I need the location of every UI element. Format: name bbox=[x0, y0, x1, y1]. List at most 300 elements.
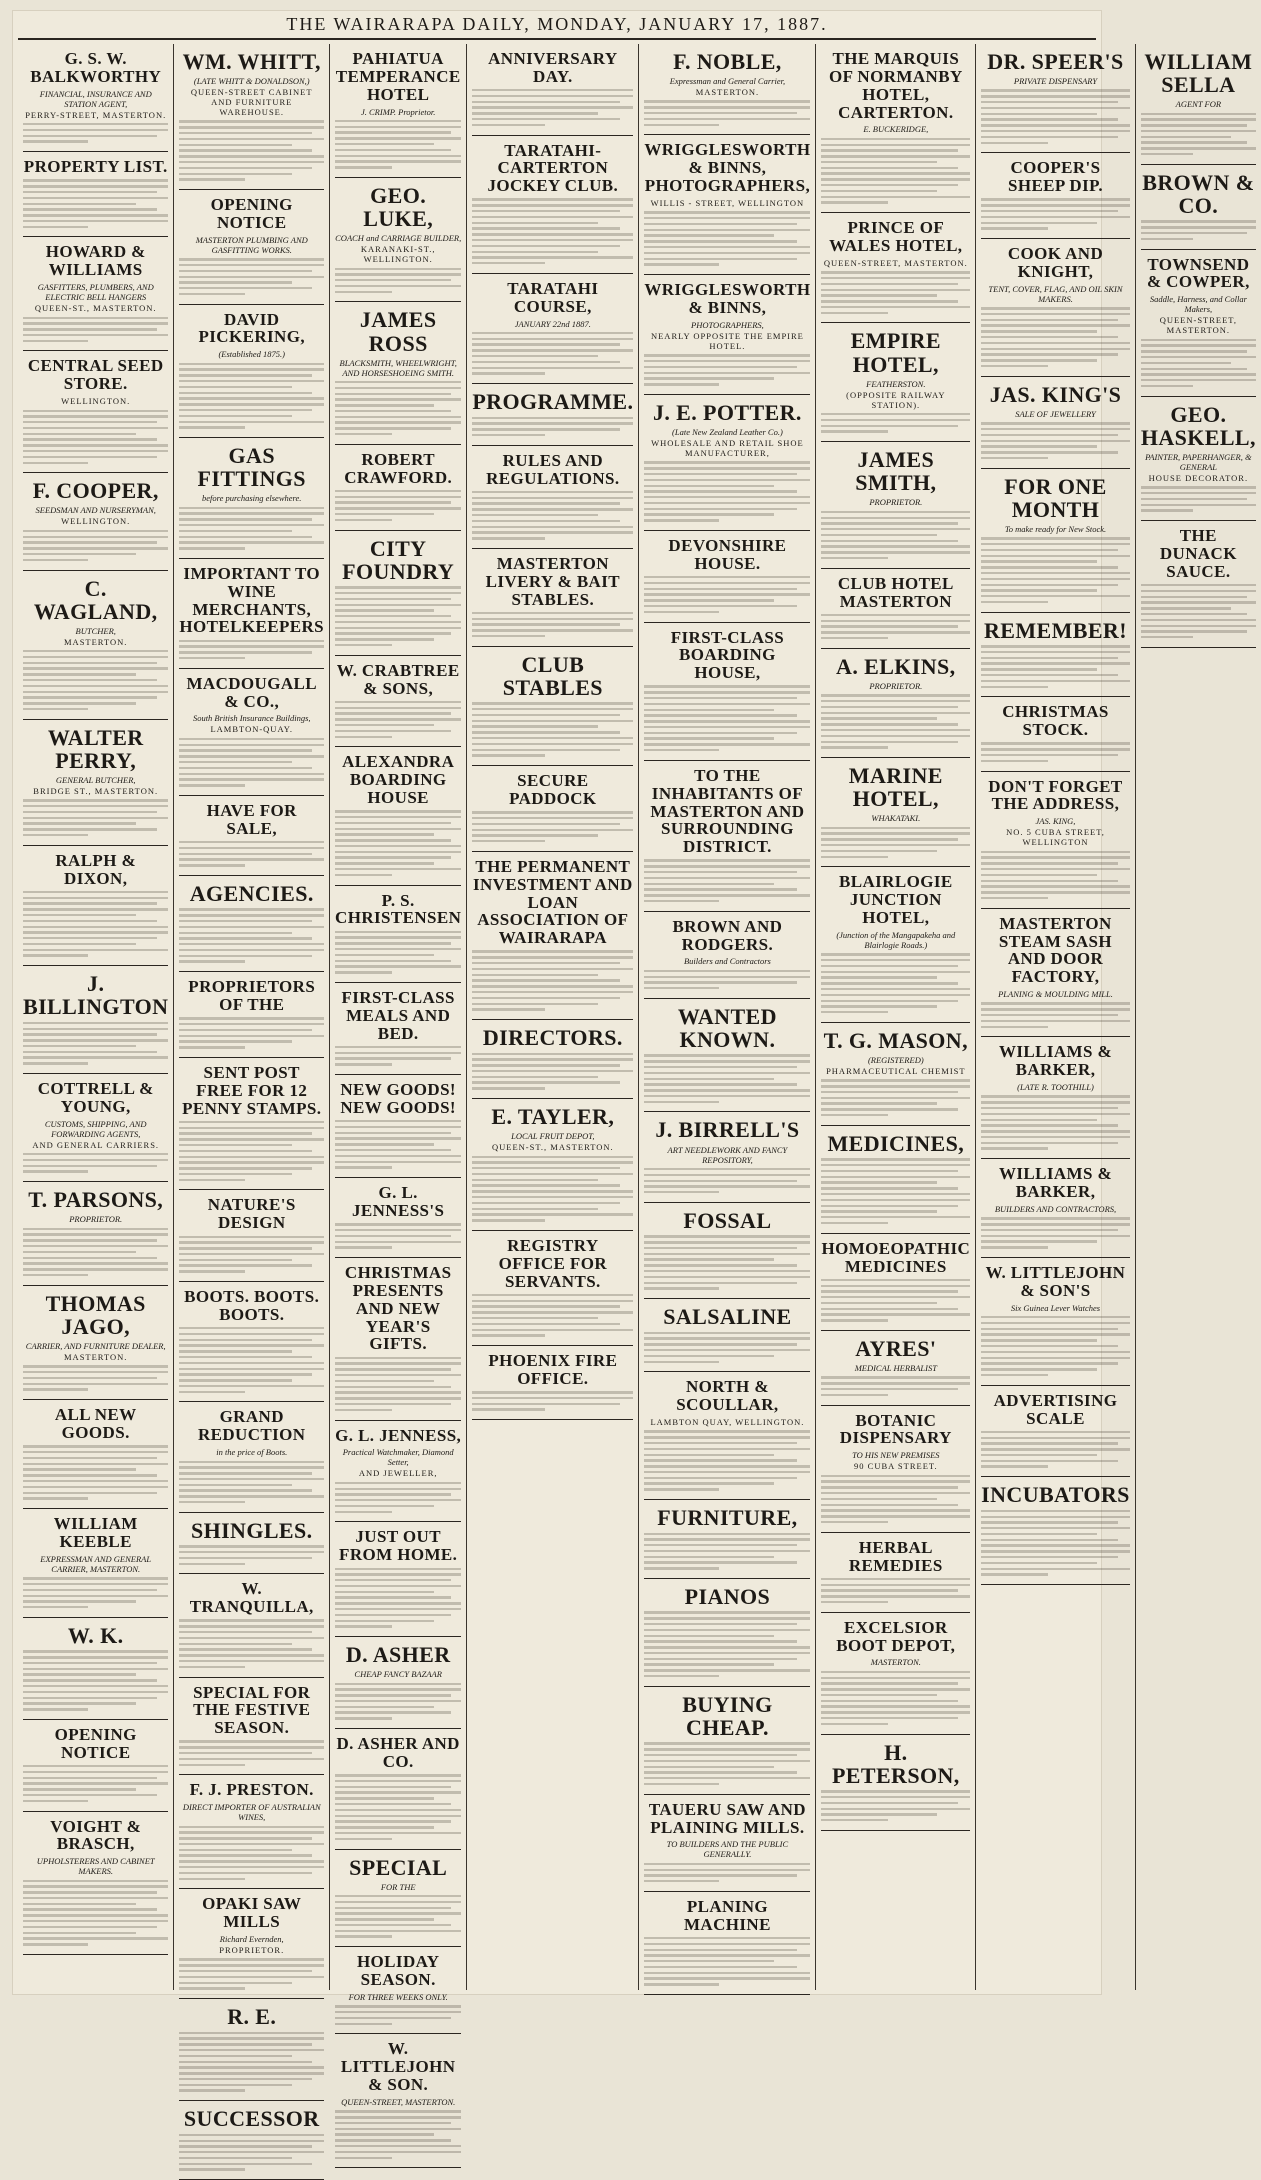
ad-title: THE DUNACK SAUCE. bbox=[1159, 526, 1237, 581]
column-7 bbox=[976, 44, 1136, 1990]
ad-title: TOWNSEND & COWPER, bbox=[1146, 254, 1250, 292]
ad-location: QUEEN-STREET CABINET AND FURNITURE WAREHOUSE. bbox=[190, 87, 313, 118]
ad-body-text bbox=[23, 1765, 168, 1802]
ad-body-text bbox=[335, 381, 461, 435]
ad-title: OPENING NOTICE bbox=[210, 195, 293, 232]
ad-body-text bbox=[644, 576, 810, 613]
ad-title: MEDICINES, bbox=[827, 1130, 965, 1156]
advertisement bbox=[335, 886, 461, 983]
column-6 bbox=[816, 44, 976, 1990]
advertisement bbox=[179, 669, 324, 796]
advertisement bbox=[335, 747, 461, 885]
advertisement bbox=[23, 966, 168, 1074]
ad-title: R. E. bbox=[227, 2004, 277, 2030]
advertisement bbox=[23, 1812, 168, 1955]
ad-title: W. LITTLEJOHN & SON. bbox=[340, 2039, 456, 2095]
ad-body-text bbox=[821, 138, 970, 204]
advertisement bbox=[821, 323, 970, 442]
ad-body-text bbox=[644, 859, 810, 902]
ad-title: BROWN & CO. bbox=[1142, 169, 1255, 218]
ad-title: J. E. POTTER. bbox=[652, 399, 802, 425]
ad-title: WRIGGLESWORTH & BINNS, PHOTOGRAPHERS, bbox=[644, 140, 811, 196]
ad-subtitle: PLANING & MOULDING MILL. bbox=[998, 989, 1113, 1000]
ad-title: CLUB HOTEL MASTERTON bbox=[837, 573, 954, 611]
ad-body-text bbox=[821, 413, 970, 433]
ad-body-text bbox=[472, 1391, 633, 1411]
ad-subtitle: DIRECT IMPORTER OF AUSTRALIAN WINES, bbox=[182, 1802, 321, 1823]
advertisement bbox=[472, 766, 633, 852]
ad-title: G. L. JENNESS, bbox=[335, 1425, 462, 1445]
ad-body-text bbox=[821, 1158, 970, 1224]
ad-body-text bbox=[179, 1826, 324, 1880]
ad-body-text bbox=[179, 1619, 324, 1668]
ad-title: D. ASHER AND CO. bbox=[336, 1734, 460, 1771]
ad-title: PIANOS bbox=[684, 1583, 771, 1609]
advertisement bbox=[821, 569, 970, 649]
advertisement bbox=[644, 1112, 810, 1202]
ad-subtitle: FOR THREE WEEKS ONLY. bbox=[348, 1991, 448, 2002]
ad-body-text bbox=[644, 211, 810, 265]
ad-subtitle: FOR THE bbox=[380, 1881, 416, 1892]
ad-body-text bbox=[644, 100, 810, 126]
ad-title: PROGRAMME. bbox=[472, 389, 634, 415]
ad-body-text bbox=[644, 1332, 810, 1363]
ad-title: E. TAYLER, bbox=[491, 1104, 615, 1130]
advertisement bbox=[644, 44, 810, 135]
ad-subtitle: MEDICAL HERBALIST bbox=[854, 1363, 937, 1374]
ad-subtitle: QUEEN-STREET, MASTERTON. bbox=[341, 2096, 456, 2107]
advertisement bbox=[981, 1477, 1130, 1585]
advertisement bbox=[179, 796, 324, 876]
ad-subtitle: (REGISTERED) bbox=[867, 1054, 924, 1065]
ad-location: KARANAKI-ST., WELLINGTON. bbox=[360, 244, 436, 265]
ad-body-text bbox=[179, 640, 324, 660]
ad-body-text bbox=[644, 1430, 810, 1490]
ad-subtitle: Expressman and General Carrier, bbox=[669, 76, 786, 87]
advertisement bbox=[1141, 521, 1256, 648]
ad-title: GRAND REDUCTION bbox=[197, 1407, 306, 1445]
ad-body-text bbox=[644, 461, 810, 521]
advertisement bbox=[821, 44, 970, 213]
ad-subtitle: CARRIER, AND FURNITURE DEALER, bbox=[25, 1340, 166, 1351]
advertisement bbox=[821, 1406, 970, 1533]
ad-body-text bbox=[644, 354, 810, 385]
ad-subtitle: TO BUILDERS AND THE PUBLIC GENERALLY. bbox=[666, 1839, 789, 1860]
advertisement bbox=[981, 909, 1130, 1038]
advertisement bbox=[23, 846, 168, 966]
ad-body-text bbox=[335, 1357, 461, 1411]
ad-body-text bbox=[23, 891, 168, 957]
ad-title: ALL NEW GOODS. bbox=[54, 1405, 137, 1443]
ad-title: C. WAGLAND, bbox=[33, 575, 158, 624]
advertisement bbox=[179, 190, 324, 305]
ad-title: ROBERT CRAWFORD. bbox=[344, 449, 453, 487]
ad-body-text bbox=[472, 950, 633, 1010]
ad-subtitle: TENT, COVER, FLAG, AND OIL SKIN MAKERS. bbox=[988, 283, 1123, 304]
advertisement bbox=[821, 1613, 970, 1735]
advertisement bbox=[472, 1231, 633, 1346]
ad-body-text bbox=[23, 799, 168, 836]
ad-title: MASTERTON STEAM SASH AND DOOR FACTORY, bbox=[998, 913, 1113, 987]
ad-title: PRINCE OF WALES HOTEL, bbox=[829, 218, 963, 255]
ad-body-text bbox=[23, 1577, 168, 1608]
ad-subtitle: PHOTOGRAPHERS, bbox=[691, 319, 764, 330]
ad-body-text bbox=[1141, 486, 1256, 512]
ad-location: LAMBTON QUAY, WELLINGTON. bbox=[650, 1417, 805, 1428]
ad-title: MACDOUGALL & CO., bbox=[186, 673, 318, 711]
ad-title: DR. SPEER'S bbox=[987, 49, 1124, 74]
advertisement bbox=[981, 697, 1130, 771]
ad-subtitle: SALE OF JEWELLERY bbox=[1015, 408, 1096, 419]
advertisement bbox=[644, 531, 810, 623]
ad-title: ANNIVERSARY DAY. bbox=[488, 49, 618, 86]
ad-title: THE PERMANENT INVESTMENT AND LOAN ASSOCIATION OF WAIRARAPA bbox=[472, 856, 633, 948]
ad-body-text bbox=[179, 1545, 324, 1565]
advertisement bbox=[23, 1182, 168, 1286]
ad-title: DIRECTORS. bbox=[482, 1025, 623, 1051]
ad-subtitle: COACH and CARRIAGE BUILDER, bbox=[335, 233, 462, 244]
ad-subtitle: EXPRESSMAN AND GENERAL CARRIER, MASTERTON. bbox=[40, 1553, 152, 1574]
advertisement bbox=[23, 1509, 168, 1618]
ad-location: HOUSE DECORATOR. bbox=[1148, 472, 1249, 483]
ad-body-text bbox=[821, 953, 970, 1013]
ad-body-text bbox=[472, 198, 633, 264]
ad-body-text bbox=[1141, 339, 1256, 388]
advertisement bbox=[821, 213, 970, 323]
ad-subtitle: MASTERTON PLUMBING AND GASFITTING WORKS. bbox=[195, 234, 308, 255]
ad-body-text bbox=[644, 970, 810, 990]
ad-location: NEARLY OPPOSITE THE EMPIRE HOTEL. bbox=[650, 330, 804, 351]
ad-title: PAHIATUA TEMPERANCE HOTEL bbox=[335, 49, 461, 104]
ad-title: CLUB STABLES bbox=[502, 651, 603, 700]
advertisement bbox=[335, 983, 461, 1075]
ad-title: J. BILLINGTON bbox=[23, 971, 169, 1020]
ad-body-text bbox=[472, 417, 633, 437]
ad-body-text bbox=[981, 537, 1130, 603]
ad-body-text bbox=[23, 1650, 168, 1710]
advertisement bbox=[179, 1058, 324, 1191]
ad-title: WILLIAMS & BARKER, bbox=[998, 1164, 1113, 1202]
ad-subtitle: TO HIS NEW PREMISES bbox=[852, 1450, 940, 1461]
advertisement bbox=[179, 1999, 324, 2101]
ad-title: T. PARSONS, bbox=[28, 1187, 164, 1213]
ad-title: SUCCESSOR bbox=[183, 2106, 320, 2132]
ad-title: WILLIAM KEEBLE bbox=[53, 1514, 138, 1551]
advertisement bbox=[821, 867, 970, 1023]
advertisement bbox=[821, 758, 970, 867]
advertisement bbox=[644, 1579, 810, 1687]
ad-body-text bbox=[335, 701, 461, 738]
ad-title: BROWN AND RODGERS. bbox=[672, 916, 783, 954]
ad-title: DAVID PICKERING, bbox=[198, 309, 305, 347]
ad-body-text bbox=[821, 1279, 970, 1322]
ad-title: WRIGGLESWORTH & BINNS, bbox=[644, 280, 811, 317]
ad-title: NORTH & SCOULLAR, bbox=[676, 1377, 779, 1415]
ad-title: PROPERTY LIST. bbox=[23, 157, 168, 177]
ad-body-text bbox=[472, 702, 633, 756]
advertisement bbox=[821, 649, 970, 758]
column-1 bbox=[18, 44, 174, 1990]
ad-title: HERBAL REMEDIES bbox=[848, 1537, 943, 1575]
ad-body-text bbox=[179, 2134, 324, 2171]
ad-subtitle: FEATHERSTON. bbox=[866, 378, 926, 389]
ad-title: FIRST-CLASS MEALS AND BED. bbox=[341, 987, 455, 1043]
ad-title: INCUBATORS bbox=[981, 1482, 1130, 1508]
ad-title: P. S. CHRISTENSEN bbox=[335, 890, 462, 928]
advertisement bbox=[335, 1729, 461, 1849]
ad-title: SPECIAL FOR THE FESTIVE SEASON. bbox=[193, 1682, 311, 1738]
advertisement bbox=[23, 44, 168, 152]
ad-title: ADVERTISING SCALE bbox=[993, 1390, 1118, 1428]
ad-body-text bbox=[821, 511, 970, 560]
advertisement bbox=[335, 1947, 461, 2034]
advertisement bbox=[644, 623, 810, 761]
advertisement bbox=[821, 1126, 970, 1234]
ad-subtitle: Six Guinea Lever Watches bbox=[1010, 1302, 1101, 1313]
column-5 bbox=[639, 44, 816, 1990]
advertisement bbox=[23, 1618, 168, 1720]
ad-title: FOR ONE MONTH bbox=[1004, 473, 1107, 522]
advertisement bbox=[179, 305, 324, 438]
ad-body-text bbox=[981, 1431, 1130, 1468]
ad-title: J. BIRRELL'S bbox=[655, 1117, 800, 1143]
advertisement bbox=[981, 613, 1130, 698]
ad-body-text bbox=[644, 1054, 810, 1103]
advertisement bbox=[644, 1795, 810, 1892]
ad-title: AGENCIES. bbox=[189, 880, 314, 906]
ad-title: MARINE HOTEL, bbox=[848, 763, 943, 812]
ad-title: COTTRELL & YOUNG, bbox=[37, 1079, 154, 1116]
ad-title: SALSALINE bbox=[663, 1304, 792, 1330]
ad-body-text bbox=[335, 1683, 461, 1720]
ad-title: THOMAS JAGO, bbox=[45, 1290, 146, 1339]
ad-title: IMPORTANT TO WINE MERCHANTS, HOTELKEEPERS bbox=[179, 563, 325, 637]
advertisement bbox=[981, 772, 1130, 909]
ad-location: PERRY-STREET, MASTERTON. bbox=[25, 109, 167, 120]
advertisement bbox=[981, 469, 1130, 613]
advertisement bbox=[23, 1074, 168, 1182]
ad-title: EMPIRE HOTEL, bbox=[850, 328, 942, 377]
ad-title: MASTERTON LIVERY & BAIT STABLES. bbox=[485, 553, 620, 609]
advertisement bbox=[335, 1258, 461, 1420]
ad-body-text bbox=[179, 1958, 324, 1989]
ad-title: DON'T FORGET THE ADDRESS, bbox=[988, 776, 1123, 814]
ad-title: EXCELSIOR BOOT DEPOT, bbox=[836, 1617, 956, 1655]
ad-body-text bbox=[644, 1235, 810, 1289]
ad-title: FIRST-CLASS BOARDING HOUSE, bbox=[670, 627, 785, 683]
ad-title: NEW GOODS! NEW GOODS! bbox=[340, 1079, 456, 1117]
ad-subtitle: BUTCHER, bbox=[75, 625, 116, 636]
ad-subtitle: GASFITTERS, PLUMBERS, AND ELECTRIC BELL HANGERS bbox=[37, 282, 154, 303]
ad-body-text bbox=[981, 1510, 1130, 1576]
ad-body-text bbox=[335, 931, 461, 974]
ad-subtitle: PAINTER, PAPERHANGER, & GENERAL bbox=[1145, 451, 1252, 472]
ad-body-text bbox=[472, 612, 633, 638]
advertisement bbox=[179, 559, 324, 669]
advertisement bbox=[981, 377, 1130, 469]
ad-subtitle: before purchasing elsewhere. bbox=[202, 493, 302, 504]
ad-location: MASTERTON. bbox=[64, 1351, 128, 1362]
advertisement bbox=[472, 136, 633, 274]
advertisement bbox=[472, 1346, 633, 1420]
advertisement bbox=[179, 972, 324, 1058]
ad-subtitle: (Late New Zealand Leather Co.) bbox=[672, 426, 783, 437]
ad-body-text bbox=[335, 1482, 461, 1513]
ad-title: T. G. MASON, bbox=[823, 1027, 968, 1053]
ad-location: NO. 5 CUBA STREET, WELLINGTON bbox=[1006, 827, 1105, 848]
ad-body-text bbox=[335, 1568, 461, 1628]
advertisement bbox=[335, 1522, 461, 1637]
column-3 bbox=[330, 44, 467, 2107]
advertisement bbox=[472, 274, 633, 384]
advertisement bbox=[23, 237, 168, 351]
ad-body-text bbox=[1141, 113, 1256, 156]
advertisement bbox=[335, 1421, 461, 1523]
ad-body-text bbox=[335, 810, 461, 876]
advertisement bbox=[821, 1234, 970, 1331]
ad-title: D. ASHER bbox=[345, 1642, 451, 1668]
ad-subtitle: (Established 1875.) bbox=[218, 349, 286, 360]
advertisement bbox=[472, 446, 633, 549]
ad-title: HOWARD & WILLIAMS bbox=[45, 242, 146, 280]
ad-title: TO THE INHABITANTS OF MASTERTON AND SURROUNDING DISTRICT. bbox=[650, 765, 805, 857]
ad-body-text bbox=[981, 1316, 1130, 1376]
advertisement bbox=[981, 239, 1130, 377]
ad-body-text bbox=[981, 645, 1130, 688]
ad-body-text bbox=[981, 198, 1130, 229]
advertisement bbox=[821, 1533, 970, 1613]
ad-location: QUEEN-ST., MASTERTON. bbox=[491, 1142, 614, 1153]
ad-title: F. COOPER, bbox=[32, 478, 159, 504]
ad-title: RULES AND REGULATIONS. bbox=[486, 450, 620, 488]
ad-body-text bbox=[335, 1046, 461, 1066]
ad-body-text bbox=[644, 1533, 810, 1570]
ad-location: QUEEN-STREET, MASTERTON. bbox=[823, 257, 968, 268]
ad-location: AND GENERAL CARRIERS. bbox=[32, 1139, 160, 1150]
ad-body-text bbox=[179, 738, 324, 787]
ad-body-text bbox=[179, 1236, 324, 1273]
advertisement bbox=[821, 1735, 970, 1831]
advertisement bbox=[644, 395, 810, 531]
advertisement bbox=[981, 1386, 1130, 1478]
ad-title: SENT POST FREE FOR 12 PENNY STAMPS. bbox=[182, 1062, 322, 1118]
ad-body-text bbox=[335, 586, 461, 646]
ad-body-text bbox=[644, 1937, 810, 1986]
ad-body-text bbox=[23, 1445, 168, 1499]
ad-subtitle: JANUARY 22nd 1887. bbox=[514, 318, 591, 329]
ad-body-text bbox=[335, 1895, 461, 1938]
ad-body-text bbox=[472, 811, 633, 842]
ad-body-text bbox=[472, 332, 633, 375]
ad-title: CITY FOUNDRY bbox=[342, 535, 455, 584]
ad-title: FOSSAL bbox=[683, 1207, 772, 1233]
ad-body-text bbox=[23, 1153, 168, 1173]
ad-title: REGISTRY OFFICE FOR SERVANTS. bbox=[498, 1235, 607, 1291]
ad-location: PHARMACEUTICAL CHEMIST bbox=[826, 1065, 966, 1076]
ad-title: RALPH & DIXON, bbox=[55, 850, 137, 888]
advertisement bbox=[335, 178, 461, 302]
ad-body-text bbox=[821, 1671, 970, 1725]
column-2 bbox=[174, 44, 330, 2132]
ad-subtitle: AGENT FOR bbox=[1175, 99, 1222, 110]
ad-body-text bbox=[821, 271, 970, 314]
ad-subtitle: Saddle, Harness, and Collar Makers, bbox=[1149, 294, 1247, 315]
ad-subtitle: CUSTOMS, SHIPPING, AND FORWARDING AGENTS, bbox=[44, 1118, 147, 1139]
ad-body-text bbox=[472, 1294, 633, 1337]
advertisement bbox=[23, 571, 168, 720]
ad-location: AND JEWELLER, bbox=[358, 1468, 438, 1479]
ad-body-text bbox=[821, 1475, 970, 1524]
ad-title: HOLIDAY SEASON. bbox=[356, 1952, 440, 1990]
advertisement bbox=[644, 1203, 810, 1299]
ad-title: BOTANIC DISPENSARY bbox=[839, 1410, 952, 1448]
ad-body-text bbox=[472, 1156, 633, 1222]
advertisement bbox=[335, 1637, 461, 1729]
ad-title: PLANING MACHINE bbox=[683, 1896, 771, 1934]
ad-body-text bbox=[23, 1228, 168, 1277]
advertisement bbox=[335, 656, 461, 748]
ad-title: TAUERU SAW AND PLAINING MILLS. bbox=[648, 1799, 806, 1837]
ad-title: W. CRABTREE & SONS, bbox=[336, 660, 460, 698]
ad-body-text bbox=[981, 1217, 1130, 1248]
ad-body-text bbox=[179, 1461, 324, 1504]
ad-body-text bbox=[644, 1168, 810, 1194]
advertisement bbox=[335, 1075, 461, 1178]
ad-title: SPECIAL bbox=[349, 1854, 448, 1880]
ad-body-text bbox=[23, 530, 168, 561]
ad-body-text bbox=[644, 1611, 810, 1677]
advertisement bbox=[644, 912, 810, 999]
ad-body-text bbox=[179, 1017, 324, 1048]
ad-location: WHOLESALE AND RETAIL SHOE MANUFACTURER, bbox=[651, 437, 804, 458]
ad-location: PROPRIETOR. bbox=[219, 1945, 285, 1956]
advertisement bbox=[472, 1020, 633, 1099]
ad-title: SECURE PADDOCK bbox=[509, 771, 597, 808]
advertisement bbox=[335, 1850, 461, 1948]
ad-subtitle: UPHOLSTERERS AND CABINET MAKERS. bbox=[36, 1856, 155, 1877]
ad-body-text bbox=[179, 1121, 324, 1181]
ad-body-text bbox=[23, 1880, 168, 1946]
advertisement bbox=[472, 549, 633, 647]
ad-body-text bbox=[335, 2005, 461, 2025]
ad-body-text bbox=[179, 2032, 324, 2092]
ad-title: CHRISTMAS STOCK. bbox=[1002, 702, 1109, 740]
ad-title: W. K. bbox=[67, 1622, 124, 1648]
ad-body-text bbox=[981, 307, 1130, 367]
ad-title: THE MARQUIS OF NORMANBY HOTEL, CARTERTON. bbox=[829, 49, 963, 122]
advertisement bbox=[23, 351, 168, 473]
ad-body-text bbox=[1141, 220, 1256, 240]
ad-body-text bbox=[23, 1365, 168, 1391]
ad-title: DEVONSHIRE HOUSE. bbox=[668, 535, 787, 573]
newspaper-page bbox=[12, 10, 1256, 2132]
advertisement bbox=[335, 531, 461, 656]
ad-body-text bbox=[179, 841, 324, 867]
ad-subtitle: To make ready for New Stock. bbox=[1004, 523, 1107, 534]
ad-title: CHRISTMAS PRESENTS AND NEW YEAR'S GIFTS. bbox=[344, 1263, 452, 1354]
ad-subtitle: PROPRIETOR. bbox=[69, 1214, 123, 1225]
ad-subtitle: PROPRIETOR. bbox=[869, 497, 923, 508]
ad-title: A. ELKINS, bbox=[836, 653, 956, 679]
ad-location: MASTERTON. bbox=[695, 87, 760, 98]
advertisement bbox=[23, 1400, 168, 1509]
ad-title: HAVE FOR SALE, bbox=[206, 800, 297, 838]
ad-subtitle: MASTERTON. bbox=[870, 1657, 921, 1668]
advertisement bbox=[335, 44, 461, 178]
advertisement bbox=[1141, 397, 1256, 521]
advertisement bbox=[179, 438, 324, 559]
advertisement bbox=[644, 761, 810, 912]
